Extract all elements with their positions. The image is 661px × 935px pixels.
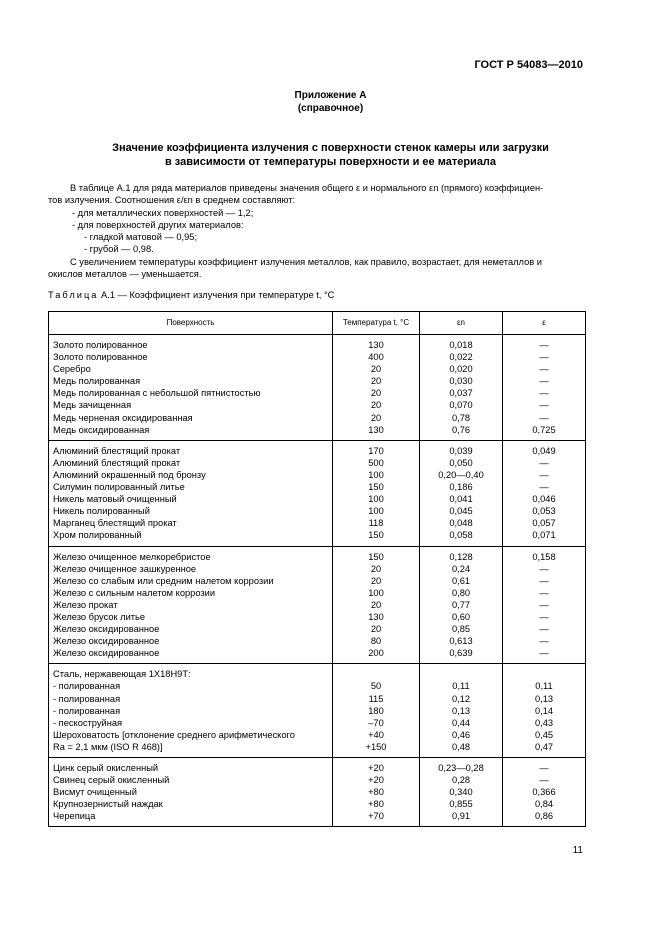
cell-temperature: 200 xyxy=(333,647,420,664)
cell-surface: Медь черненая оксидированная xyxy=(49,412,333,424)
cell-epsilon-n: 0,186 xyxy=(420,481,503,493)
cell-surface: - полированная xyxy=(49,680,333,692)
cell-epsilon-n: 0,48 xyxy=(420,741,503,758)
cell-epsilon: — xyxy=(503,758,586,775)
cell-epsilon: — xyxy=(503,575,586,587)
table-caption xyxy=(48,290,334,300)
cell-epsilon: — xyxy=(503,387,586,399)
cell-temperature: 150 xyxy=(333,546,420,563)
cell-surface: Никель полированный xyxy=(49,505,333,517)
cell-temperature: +80 xyxy=(333,798,420,810)
cell-surface: Цинк серый окисленный xyxy=(49,758,333,775)
cell-surface: Железо с сильным налетом коррозии xyxy=(49,587,333,599)
cell-surface: Марганец блестящий прокат xyxy=(49,517,333,529)
cell-epsilon: 0,725 xyxy=(503,424,586,441)
cell-epsilon-n: 0,020 xyxy=(420,363,503,375)
cell-epsilon: 0,366 xyxy=(503,786,586,798)
table-row xyxy=(49,611,586,623)
cell-temperature: +80 xyxy=(333,786,420,798)
cell-epsilon: — xyxy=(503,469,586,481)
column-header-temperature: Температура t, °С xyxy=(333,312,420,335)
cell-surface: Черепица xyxy=(49,810,333,827)
table-group xyxy=(49,335,586,441)
table-row xyxy=(49,647,586,664)
table-row xyxy=(49,635,586,647)
cell-epsilon: 0,053 xyxy=(503,505,586,517)
table-row xyxy=(49,424,586,441)
cell-surface: - пескоструйная xyxy=(49,717,333,729)
paragraph: тов излучения. Соотношения ε/εn в среднем составляют: xyxy=(48,195,296,206)
cell-epsilon: — xyxy=(503,457,586,469)
cell-epsilon-n: 0,340 xyxy=(420,786,503,798)
cell-temperature: 20 xyxy=(333,399,420,411)
table-row xyxy=(49,440,586,457)
cell-epsilon: 0,057 xyxy=(503,517,586,529)
cell-temperature: 100 xyxy=(333,493,420,505)
cell-epsilon-n: 0,128 xyxy=(420,546,503,563)
table-row xyxy=(49,693,586,705)
list-item: - гладкой матовой — 0,95; xyxy=(84,232,198,243)
table-row xyxy=(49,741,586,758)
cell-epsilon: 0,47 xyxy=(503,741,586,758)
column-header-epsilon: ε xyxy=(503,312,586,335)
cell-surface: Силумин полированный литье xyxy=(49,481,333,493)
cell-temperature: 150 xyxy=(333,481,420,493)
table-row xyxy=(49,563,586,575)
table-row xyxy=(49,375,586,387)
table-row xyxy=(49,363,586,375)
cell-temperature: 100 xyxy=(333,587,420,599)
cell-surface: Железо оксидированное xyxy=(49,623,333,635)
cell-temperature: 80 xyxy=(333,635,420,647)
cell-epsilon-n: 0,048 xyxy=(420,517,503,529)
cell-epsilon: — xyxy=(503,363,586,375)
appendix-subtitle: (справочное) xyxy=(297,103,364,114)
cell-epsilon: — xyxy=(503,587,586,599)
cell-epsilon-n: 0,46 xyxy=(420,729,503,741)
table-row xyxy=(49,758,586,775)
table-row xyxy=(49,517,586,529)
cell-temperature: –70 xyxy=(333,717,420,729)
cell-surface: Хром полированный xyxy=(49,529,333,546)
cell-temperature: 20 xyxy=(333,623,420,635)
cell-temperature: 130 xyxy=(333,424,420,441)
cell-epsilon: 0,11 xyxy=(503,680,586,692)
cell-surface: Железо очищенное мелкоребристое xyxy=(49,546,333,563)
cell-temperature: +40 xyxy=(333,729,420,741)
cell-epsilon-n: 0,23—0,28 xyxy=(420,758,503,775)
list-item: - грубой — 0,98. xyxy=(84,244,154,255)
cell-epsilon-n: 0,76 xyxy=(420,424,503,441)
cell-epsilon: 0,84 xyxy=(503,798,586,810)
cell-temperature: +20 xyxy=(333,774,420,786)
cell-epsilon: — xyxy=(503,599,586,611)
cell-epsilon-n: 0,018 xyxy=(420,335,503,352)
cell-epsilon-n: 0,070 xyxy=(420,399,503,411)
cell-temperature: 400 xyxy=(333,351,420,363)
table-row xyxy=(49,798,586,810)
table-row xyxy=(49,786,586,798)
table-row xyxy=(49,587,586,599)
cell-epsilon: 0,86 xyxy=(503,810,586,827)
cell-epsilon-n: 0,037 xyxy=(420,387,503,399)
cell-temperature: 500 xyxy=(333,457,420,469)
paragraph: В таблице А.1 для ряда материалов приведены значения общего ε и нормального εn (прямого) коэффициен- xyxy=(70,183,544,193)
cell-surface: Золото полированное xyxy=(49,335,333,352)
cell-epsilon-n: 0,050 xyxy=(420,457,503,469)
cell-epsilon-n: 0,24 xyxy=(420,563,503,575)
table-row xyxy=(49,729,586,741)
table-caption-prefix: Таблица xyxy=(48,290,99,300)
table-row xyxy=(49,717,586,729)
cell-epsilon: 0,158 xyxy=(503,546,586,563)
cell-epsilon-n: 0,61 xyxy=(420,575,503,587)
cell-temperature: 115 xyxy=(333,693,420,705)
cell-epsilon: — xyxy=(503,399,586,411)
cell-temperature: 20 xyxy=(333,599,420,611)
cell-surface: Алюминий блестящий прокат xyxy=(49,440,333,457)
table-row xyxy=(49,493,586,505)
cell-epsilon: — xyxy=(503,635,586,647)
table-group xyxy=(49,758,586,827)
cell-epsilon-n: 0,11 xyxy=(420,680,503,692)
table-row xyxy=(49,399,586,411)
cell-epsilon-n: 0,613 xyxy=(420,635,503,647)
cell-epsilon: 0,13 xyxy=(503,693,586,705)
cell-epsilon-n: 0,058 xyxy=(420,529,503,546)
table-row xyxy=(49,664,586,681)
cell-surface: Железо со слабым или средним налетом коррозии xyxy=(49,575,333,587)
table-row xyxy=(49,680,586,692)
table-row xyxy=(49,810,586,827)
cell-epsilon-n: 0,041 xyxy=(420,493,503,505)
cell-surface: Алюминий окрашенный под бронзу xyxy=(49,469,333,481)
section-title-line: Значение коэффициента излучения с поверхности стенок камеры или загрузки xyxy=(112,142,549,154)
cell-temperature: 20 xyxy=(333,375,420,387)
table-row xyxy=(49,469,586,481)
cell-epsilon: — xyxy=(503,774,586,786)
cell-surface: Медь полированная с небольшой пятнистостью xyxy=(49,387,333,399)
cell-surface: Алюминий блестящий прокат xyxy=(49,457,333,469)
cell-temperature: +70 xyxy=(333,810,420,827)
cell-surface: Железо оксидированное xyxy=(49,647,333,664)
cell-epsilon: 0,071 xyxy=(503,529,586,546)
table-row xyxy=(49,481,586,493)
cell-epsilon: — xyxy=(503,611,586,623)
cell-surface: Крупнозернистый наждак xyxy=(49,798,333,810)
cell-temperature: 170 xyxy=(333,440,420,457)
cell-epsilon-n: 0,13 xyxy=(420,705,503,717)
table-caption-text: А.1 — Коэффициент излучения при температуре t, °С xyxy=(101,290,335,300)
cell-temperature: 20 xyxy=(333,387,420,399)
cell-epsilon: — xyxy=(503,563,586,575)
cell-epsilon: 0,14 xyxy=(503,705,586,717)
cell-epsilon-n: 0,030 xyxy=(420,375,503,387)
cell-surface: Железо очищенное зашкуренное xyxy=(49,563,333,575)
cell-temperature: 20 xyxy=(333,363,420,375)
table-row xyxy=(49,335,586,352)
table-group xyxy=(49,664,586,758)
table-row xyxy=(49,575,586,587)
cell-epsilon: — xyxy=(503,481,586,493)
cell-epsilon-n: 0,77 xyxy=(420,599,503,611)
cell-epsilon-n: 0,039 xyxy=(420,440,503,457)
table-row xyxy=(49,599,586,611)
table-row xyxy=(49,623,586,635)
cell-epsilon: 0,046 xyxy=(503,493,586,505)
cell-epsilon: 0,049 xyxy=(503,440,586,457)
cell-temperature: 20 xyxy=(333,563,420,575)
cell-epsilon: — xyxy=(503,623,586,635)
cell-surface: Железо оксидированное xyxy=(49,635,333,647)
cell-epsilon-n xyxy=(420,664,503,681)
cell-surface: Шероховатость [отклонение среднего арифметического xyxy=(49,729,333,741)
cell-epsilon: — xyxy=(503,351,586,363)
cell-epsilon-n: 0,045 xyxy=(420,505,503,517)
table-row xyxy=(49,546,586,563)
table-row xyxy=(49,529,586,546)
cell-epsilon: — xyxy=(503,412,586,424)
cell-epsilon-n: 0,91 xyxy=(420,810,503,827)
standard-number: ГОСТ Р 54083—2010 xyxy=(474,59,583,71)
cell-surface: Железо брусок литье xyxy=(49,611,333,623)
appendix-title: Приложение А xyxy=(294,90,367,101)
cell-epsilon: — xyxy=(503,647,586,664)
cell-temperature: +20 xyxy=(333,758,420,775)
cell-temperature xyxy=(333,664,420,681)
cell-epsilon: — xyxy=(503,335,586,352)
cell-surface: Медь полированная xyxy=(49,375,333,387)
table-row xyxy=(49,505,586,517)
cell-surface: Медь зачищенная xyxy=(49,399,333,411)
table-header-row xyxy=(49,312,586,335)
cell-surface: Свинец серый окисленный xyxy=(49,774,333,786)
cell-surface: Ra = 2,1 мкм (ISO R 468)] xyxy=(49,741,333,758)
cell-epsilon xyxy=(503,664,586,681)
table-row xyxy=(49,351,586,363)
list-item: - для поверхностей других материалов: xyxy=(72,219,244,230)
cell-temperature: 130 xyxy=(333,335,420,352)
cell-epsilon-n: 0,85 xyxy=(420,623,503,635)
cell-epsilon-n: 0,28 xyxy=(420,774,503,786)
cell-epsilon-n: 0,12 xyxy=(420,693,503,705)
emissivity-table xyxy=(48,311,586,827)
table-row xyxy=(49,387,586,399)
section-title-line: в зависимости от температуры поверхности и ее материала xyxy=(164,156,497,168)
cell-epsilon-n: 0,60 xyxy=(420,611,503,623)
table-row xyxy=(49,774,586,786)
table-group xyxy=(49,440,586,546)
table-row xyxy=(49,412,586,424)
cell-temperature: 130 xyxy=(333,611,420,623)
cell-surface: Золото полированное xyxy=(49,351,333,363)
cell-temperature: 50 xyxy=(333,680,420,692)
cell-epsilon-n: 0,44 xyxy=(420,717,503,729)
cell-temperature: +150 xyxy=(333,741,420,758)
appendix-heading xyxy=(0,89,661,115)
cell-temperature: 118 xyxy=(333,517,420,529)
cell-epsilon: — xyxy=(503,375,586,387)
cell-surface: Серебро xyxy=(49,363,333,375)
table-row xyxy=(49,457,586,469)
page-number: 11 xyxy=(572,845,583,856)
cell-surface: Медь оксидированная xyxy=(49,424,333,441)
cell-surface: Висмут очищенный xyxy=(49,786,333,798)
column-header-surface: Поверхность xyxy=(49,312,333,335)
cell-epsilon-n: 0,639 xyxy=(420,647,503,664)
cell-temperature: 150 xyxy=(333,529,420,546)
cell-surface: Железо прокат xyxy=(49,599,333,611)
cell-epsilon-n: 0,855 xyxy=(420,798,503,810)
cell-surface: Сталь, нержавеющая 1Х18Н9Т: xyxy=(49,664,333,681)
paragraph: С увеличением температуры коэффициент излучения металлов, как правило, возрастает, для неметаллов и xyxy=(70,256,542,267)
cell-surface: - полированная xyxy=(49,693,333,705)
paragraph: окислов металлов — уменьшается. xyxy=(48,269,202,280)
cell-surface: Никель матовый очищенный xyxy=(49,493,333,505)
list-item: - для металлических поверхностей — 1,2; xyxy=(72,207,254,218)
table-row xyxy=(49,705,586,717)
cell-surface: - полированная xyxy=(49,705,333,717)
cell-epsilon-n: 0,78 xyxy=(420,412,503,424)
cell-epsilon: 0,43 xyxy=(503,717,586,729)
cell-temperature: 20 xyxy=(333,575,420,587)
column-header-epsilon-n: εn xyxy=(420,312,503,335)
cell-temperature: 100 xyxy=(333,505,420,517)
cell-epsilon-n: 0,20—0,40 xyxy=(420,469,503,481)
cell-epsilon: 0,45 xyxy=(503,729,586,741)
cell-temperature: 100 xyxy=(333,469,420,481)
cell-epsilon-n: 0,022 xyxy=(420,351,503,363)
cell-temperature: 180 xyxy=(333,705,420,717)
table-group xyxy=(49,546,586,664)
cell-temperature: 20 xyxy=(333,412,420,424)
body-text xyxy=(48,182,585,280)
cell-epsilon-n: 0,80 xyxy=(420,587,503,599)
section-title xyxy=(0,141,661,169)
